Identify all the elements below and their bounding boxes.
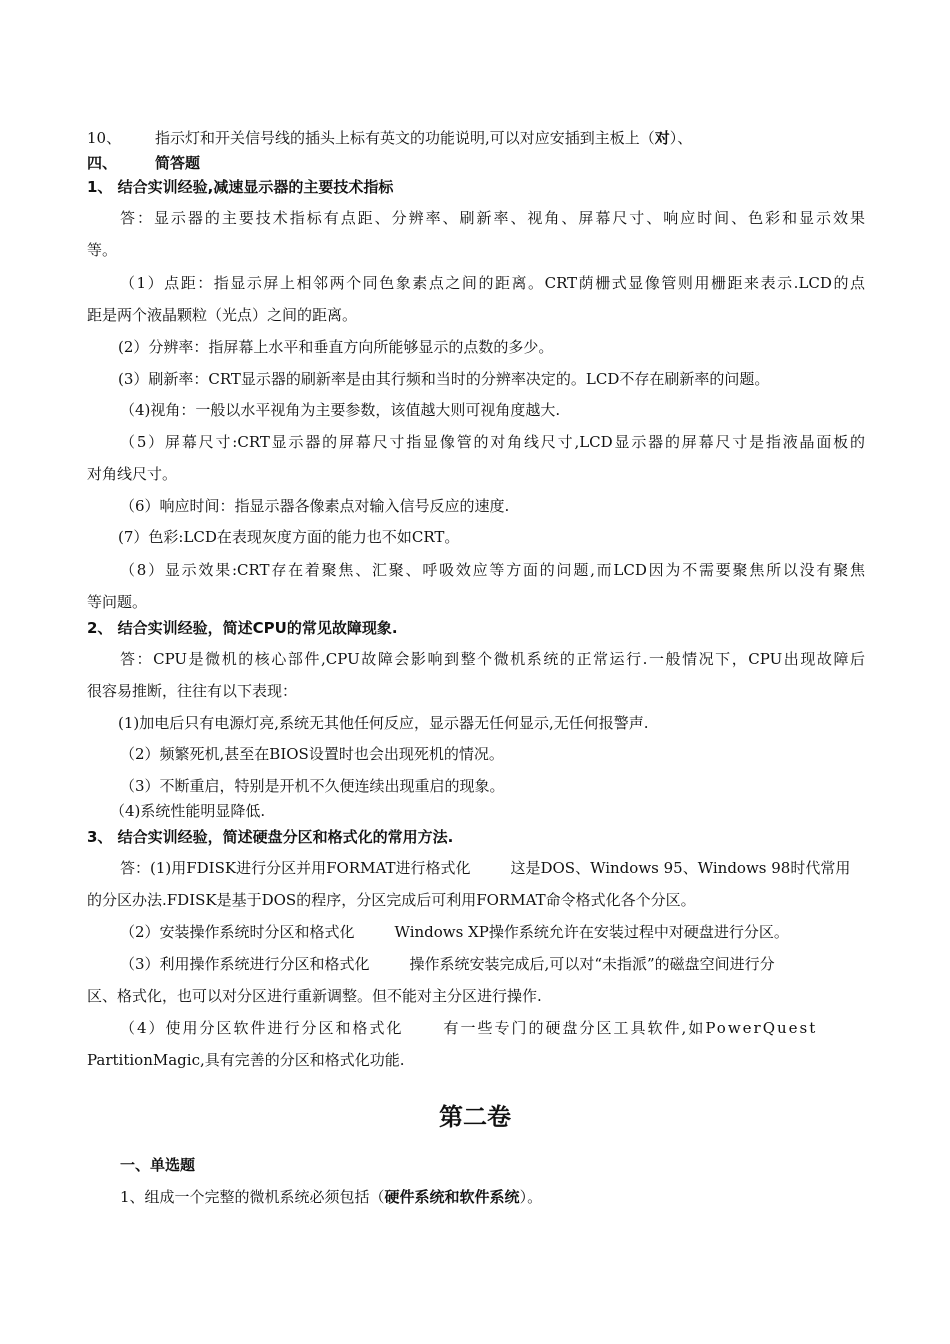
question-heading-2: 2、 结合实训经验，简述CPU的常见故障现象. (87, 619, 398, 637)
answer-point-7: (7）色彩:LCD在表现灰度方面的能力也不如CRT。 (118, 528, 460, 546)
answer-point-2: （2）频繁死机,甚至在BIOS设置时也会出现死机的情况。 (120, 745, 504, 763)
answer-point-1: (1)加电后只有电源灯亮,系统无其他任何反应，显示器无任何显示,无任何报警声. (118, 714, 649, 732)
question-number: 10、 (87, 129, 122, 147)
method-title: 答：(1)用FDISK进行分区并用FORMAT进行格式化 (120, 859, 471, 877)
method-title: （3）利用操作系统进行分区和格式化 (120, 955, 370, 973)
question-text: 指示灯和开关信号线的插头上标有英文的功能说明,可以对应安插到主板上（ (155, 129, 655, 147)
method-description: Windows XP操作系统允许在安装过程中对硬盘进行分区。 (394, 923, 789, 941)
answer-point-4 (120, 1018, 865, 1038)
question-text-end: ）。 (519, 1188, 543, 1206)
answer-paragraph: 答：CPU是微机的核心部件,CPU故障会影响到整个微机系统的正常运行.一般情况下，CPU出现故障后 (120, 650, 865, 668)
section-title: 简答题 (155, 154, 201, 172)
question-10 (87, 128, 865, 148)
question-heading-1: 1、 结合实训经验,减速显示器的主要技术指标 (87, 178, 394, 196)
method-description: 操作系统安装完成后,可以对“未指派”的磁盘空间进行分 (409, 955, 775, 973)
answer-point-1-cont: 距是两个液晶颗粒（光点）之间的距离。 (87, 306, 358, 324)
answer-point-3 (120, 954, 865, 974)
answer-point-8: （8）显示效果:CRT存在着聚焦、汇聚、呼吸效应等方面的问题,而LCD因为不需要聚焦所以没有聚焦 (120, 561, 865, 579)
question-text: 1、组成一个完整的微机系统必须包括（ (120, 1188, 385, 1206)
section-heading: 一、单选题 (120, 1156, 196, 1174)
answer-point-5: （5）屏幕尺寸:CRT显示器的屏幕尺寸指显像管的对角线尺寸,LCD显示器的屏幕尺寸是指液晶面板的 (120, 433, 865, 451)
answer-paragraph-cont: 很容易推断，往往有以下表现： (87, 682, 298, 700)
method-title: （2）安装操作系统时分区和格式化 (120, 923, 355, 941)
answer-point-8-cont: 等问题。 (87, 593, 148, 611)
answer-paragraph: 答：显示器的主要技术指标有点距、分辨率、刷新率、视角、屏幕尺寸、响应时间、色彩和显示效果 (120, 209, 865, 227)
answer-point-4: （4)视角：一般以水平视角为主要参数，该值越大则可视角度越大. (120, 401, 561, 419)
answer-point-3-cont: 区、格式化，也可以对分区进行重新调整。但不能对主分区进行操作. (87, 987, 542, 1005)
method-description: 这是DOS、Windows 95、Windows 98时代常用 (510, 859, 851, 877)
answer-point-5-cont: 对角线尺寸。 (87, 465, 178, 483)
answer-point-3: （3）不断重启，特别是开机不久便连续出现重启的现象。 (120, 777, 505, 795)
answer-point-2 (120, 922, 865, 942)
volume-title: 第二卷 (439, 1103, 511, 1131)
answer-point-1 (120, 858, 865, 878)
answer-point-3: (3）刷新率：CRT显示器的刷新率是由其行频和当时的分辨率决定的。LCD不存在刷新率的问题。 (118, 370, 770, 388)
answer-point-1-cont: 的分区办法.FDISK是基于DOS的程序，分区完成后可利用FORMAT命令格式化各个分区。 (87, 891, 696, 909)
method-title: （4）使用分区软件进行分区和格式化 (120, 1019, 404, 1037)
answer-point-4: （4)系统性能明显降低. (110, 802, 266, 820)
section-number: 四、 (87, 154, 118, 172)
answer-point-4-cont: PartitionMagic,具有完善的分区和格式化功能. (87, 1051, 405, 1069)
answer-text: 硬件系统和软件系统 (384, 1188, 520, 1206)
method-description: 有一些专门的硬盘分区工具软件,如PowerQuest (443, 1019, 818, 1037)
question-1 (120, 1187, 865, 1207)
answer-text: 对 (654, 129, 670, 147)
answer-point-2: (2）分辨率：指屏幕上水平和垂直方向所能够显示的点数的多少。 (118, 338, 554, 356)
question-text-end: ）、 (669, 129, 693, 147)
answer-paragraph-cont: 等。 (87, 241, 118, 259)
question-heading-3: 3、 结合实训经验，简述硬盘分区和格式化的常用方法. (87, 828, 454, 846)
section-heading (87, 153, 865, 173)
answer-point-6: （6）响应时间：指显示器各像素点对输入信号反应的速度. (120, 497, 510, 515)
answer-point-1: （1）点距：指显示屏上相邻两个同色象素点之间的距离。CRT荫栅式显像管则用栅距来表示.LCD的点 (120, 274, 865, 292)
